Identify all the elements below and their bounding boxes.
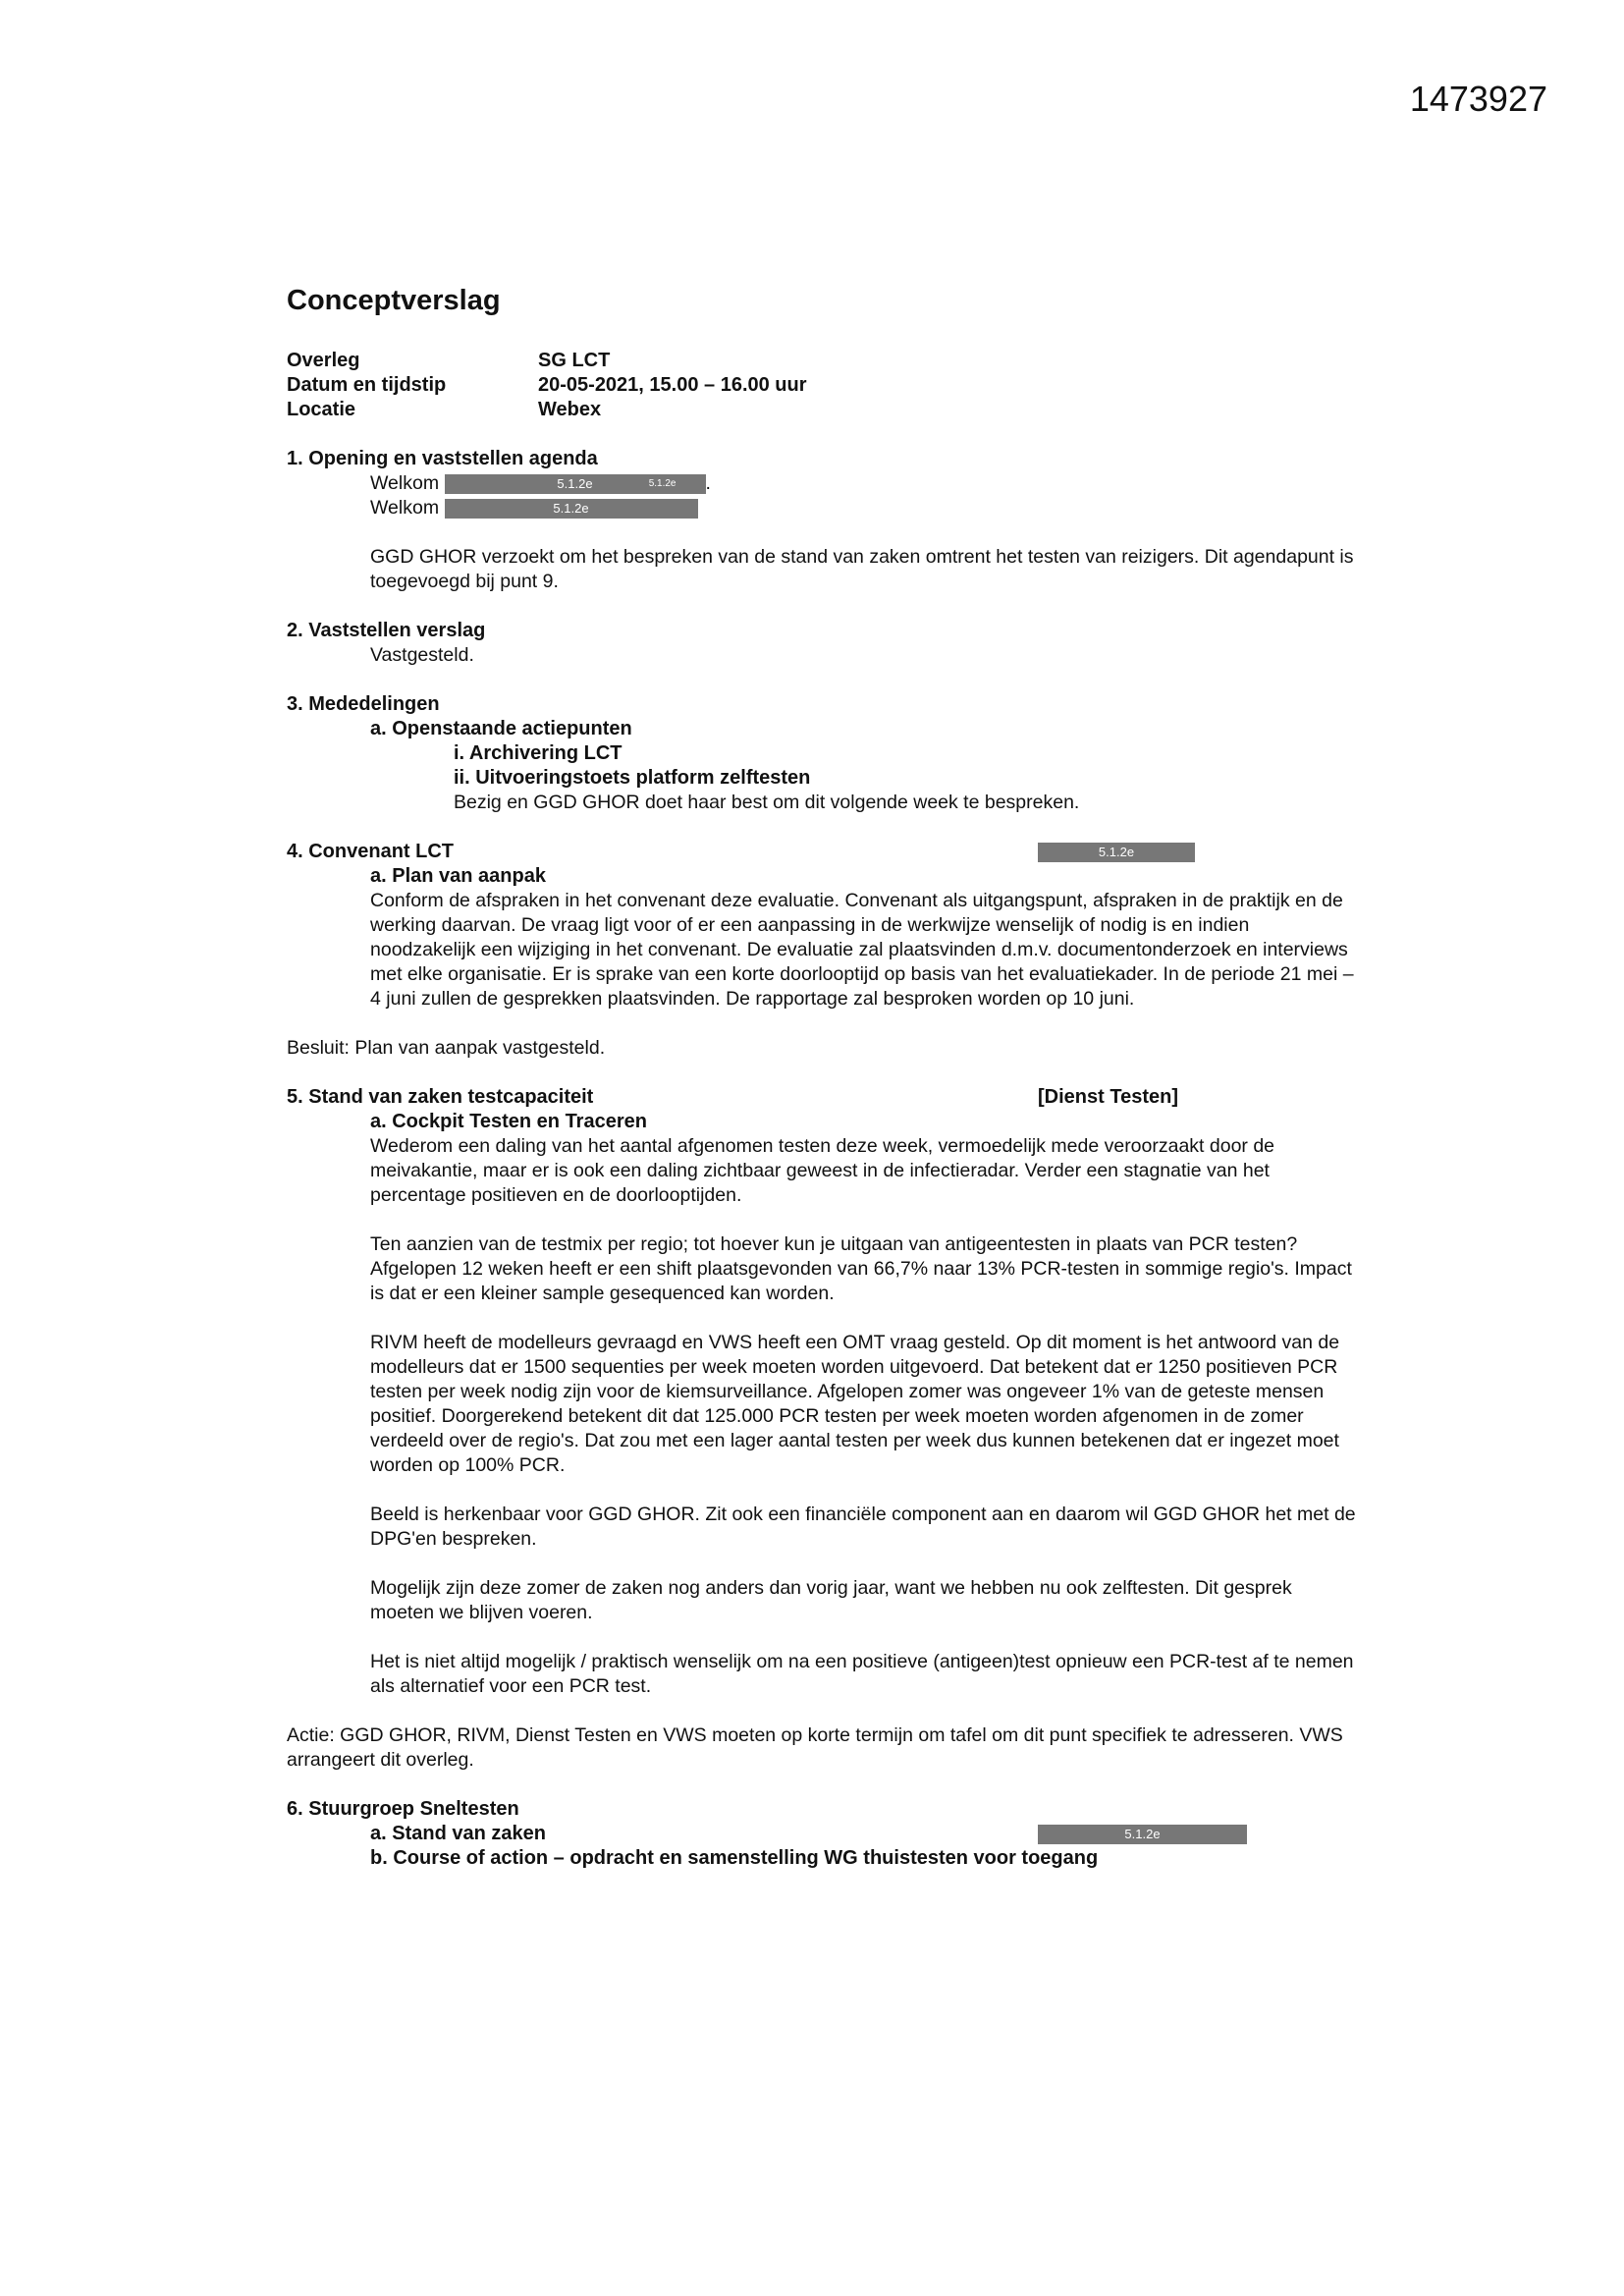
section-5-paragraph-5: Mogelijk zijn deze zomer de zaken nog anders dan vorig jaar, want we hebben nu ook zelftesten. Dit gesprek moeten we blijven voeren. bbox=[370, 1577, 1292, 1623]
meta-value: Webex bbox=[538, 399, 602, 420]
meta-label: Overleg bbox=[287, 350, 360, 371]
meta-row-overleg bbox=[287, 349, 807, 373]
redaction-label: 5.1.2e bbox=[1098, 844, 1135, 859]
section-1-text: GGD GHOR verzoekt om het bespreken van de stand van zaken omtrent het testen van reizigers. Dit agendapunt is toegevoegd bij punt 9. bbox=[370, 546, 1354, 592]
section-6a-heading: a. Stand van zaken bbox=[370, 1823, 546, 1844]
section-5-paragraph-1: Wederom een daling van het aantal afgenomen testen deze week, vermoedelijk mede veroorzaakt door de meivakantie, maar er is ook een daling zichtbaar geweest in de infectieradar. Verder een stagnatie van het percentage positieven en de doorlooptijden. bbox=[370, 1135, 1275, 1206]
section-4-text: Conform de afspraken in het convenant deze evaluatie. Convenant als uitgangspunt, afspraken in de praktijk en de werking daarvan. De vraag ligt voor of er een aanpassing in de werkwijze wenselijk of nodig is en indien noodzakelijk een wijziging in het convenant. De evaluatie zal plaatsvinden d.m.v. documentonderzoek en interviews met elke organisatie. Er is sprake van een korte doorlooptijd op basis van het evaluatiekader. In de periode 21 mei – 4 juni zullen de gesprekken plaatsvinden. De rapportage zal besproken worden op 10 juni. bbox=[370, 890, 1354, 1010]
redaction-label: 5.1.2e bbox=[553, 500, 589, 516]
document-number: 1473927 bbox=[1409, 79, 1547, 119]
section-3a-ii-heading: ii. Uitvoeringstoets platform zelftesten bbox=[454, 767, 811, 789]
section-4-heading-row bbox=[287, 840, 1357, 864]
section-4-heading: 4. Convenant LCT bbox=[287, 841, 455, 862]
section-2-heading: 2. Vaststellen verslag bbox=[287, 620, 486, 641]
redaction-bar bbox=[1038, 1825, 1247, 1844]
welkom-line-2 bbox=[287, 496, 1357, 520]
section-5-actie: Actie: GGD GHOR, RIVM, Dienst Testen en VWS moeten op korte termijn om tafel om dit punt specifiek te adresseren. VWS arrangeert dit overleg. bbox=[287, 1724, 1343, 1771]
meta-label: Locatie bbox=[287, 399, 356, 420]
redaction-label-small: 5.1.2e bbox=[648, 477, 677, 489]
section-5-heading: 5. Stand van zaken testcapaciteit bbox=[287, 1086, 594, 1108]
welkom-end: . bbox=[705, 472, 711, 494]
meta-value: SG LCT bbox=[538, 350, 611, 371]
section-4-besluit: Besluit: Plan van aanpak vastgesteld. bbox=[287, 1037, 606, 1059]
redaction-bar bbox=[445, 499, 698, 519]
redaction-label: 5.1.2e bbox=[557, 475, 593, 491]
welkom-line-1 bbox=[287, 471, 1357, 496]
section-4a-heading: a. Plan van aanpak bbox=[370, 865, 546, 887]
welkom-label: Welkom bbox=[370, 472, 440, 494]
meta-row-locatie bbox=[287, 398, 807, 422]
meta-block bbox=[287, 349, 807, 422]
redaction-label: 5.1.2e bbox=[1124, 1826, 1161, 1841]
page-title: Conceptverslag bbox=[287, 285, 501, 316]
section-5-owner: [Dienst Testen] bbox=[1038, 1086, 1178, 1108]
document-body bbox=[287, 447, 1357, 1871]
meta-label: Datum en tijdstip bbox=[287, 374, 447, 396]
redaction-bar bbox=[445, 474, 706, 494]
section-5-paragraph-2: Ten aanzien van de testmix per regio; tot hoever kun je uitgaan van antigeentesten in plaats van PCR testen? Afgelopen 12 weken heeft er een shift plaatsgevonden van 66,7% naar 13% PCR-testen in sommige regio's. Impact is dat er een kleiner sample gesequenced kan worden. bbox=[370, 1233, 1352, 1304]
section-2-text: Vastgesteld. bbox=[370, 644, 474, 666]
section-6-heading: 6. Stuurgroep Sneltesten bbox=[287, 1798, 519, 1820]
section-5-paragraph-4: Beeld is herkenbaar voor GGD GHOR. Zit ook een financiële component aan en daarom wil GGD GHOR het met de DPG'en bespreken. bbox=[370, 1503, 1356, 1550]
section-3-text: Bezig en GGD GHOR doet haar best om dit volgende week te bespreken. bbox=[454, 792, 1080, 813]
section-5-paragraph-6: Het is niet altijd mogelijk / praktisch wenselijk om na een positieve (antigeen)test opnieuw een PCR-test af te nemen als alternatief voor een PCR test. bbox=[370, 1651, 1354, 1697]
section-6b-heading: b. Course of action – opdracht en samenstelling WG thuistesten voor toegang bbox=[370, 1847, 1099, 1869]
meta-value: 20-05-2021, 15.00 – 16.00 uur bbox=[538, 374, 807, 396]
section-3a-i-heading: i. Archivering LCT bbox=[454, 742, 623, 764]
redaction-bar bbox=[1038, 843, 1195, 862]
section-6a-row bbox=[287, 1822, 1357, 1846]
welkom-label: Welkom bbox=[370, 497, 440, 519]
section-5a-heading: a. Cockpit Testen en Traceren bbox=[370, 1111, 647, 1132]
section-3-heading: 3. Mededelingen bbox=[287, 693, 440, 715]
section-5-heading-row bbox=[287, 1085, 1357, 1110]
section-1-heading: 1. Opening en vaststellen agenda bbox=[287, 448, 598, 469]
section-5-paragraph-3: RIVM heeft de modelleurs gevraagd en VWS heeft een OMT vraag gesteld. Op dit moment is het antwoord van de modelleurs dat er 1500 sequenties per week moeten worden uitgevoerd. Dat betekent dat er 1250 positieven PCR testen per week nodig zijn voor de kiemsurveillance. Afgelopen zomer was ongeveer 1% van de geteste mensen positief. Doorgerekend betekent dit dat 125.000 PCR testen per week moeten worden afgenomen in de zomer verdeeld over de regio's. Dat zou met een lager aantal testen per week dus kunnen betekenen dat er ingezet moet worden op 100% PCR. bbox=[370, 1332, 1340, 1476]
section-3a-heading: a. Openstaande actiepunten bbox=[370, 718, 632, 739]
meta-row-datum bbox=[287, 373, 807, 398]
